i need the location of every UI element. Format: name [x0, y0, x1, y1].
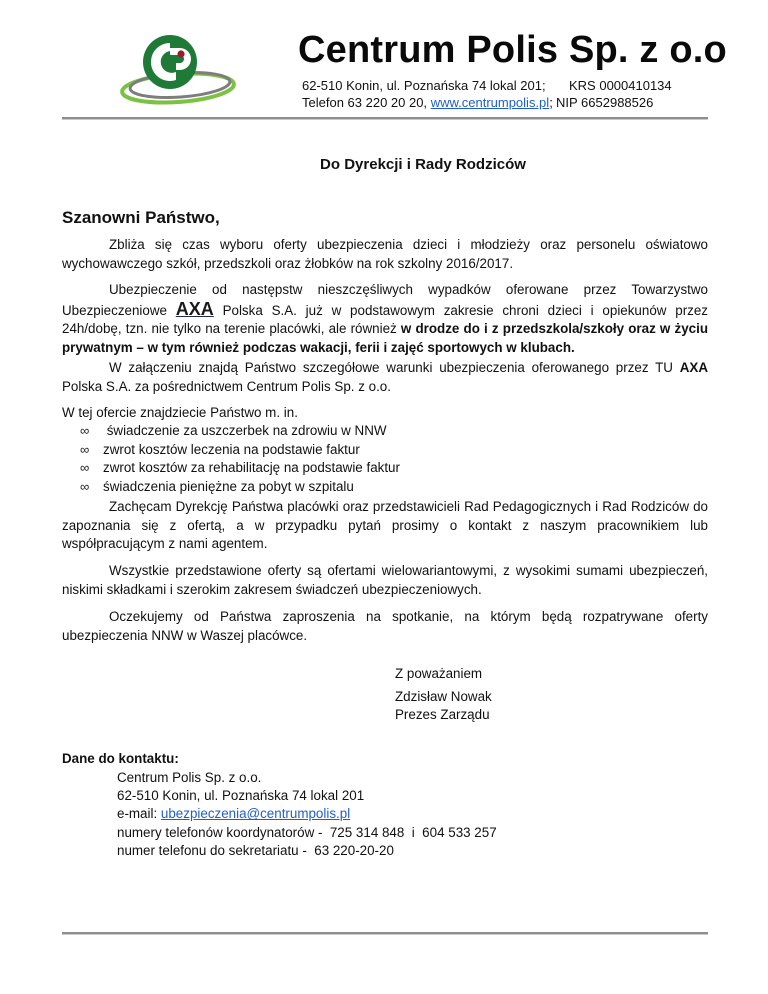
- cp-logo-icon: [118, 30, 250, 114]
- list-item-text: świadczenia pieniężne za pobyt w szpitalu: [103, 478, 354, 494]
- salutation: Szanowni Państwo,: [62, 208, 220, 227]
- infinity-bullet-icon: ∞: [80, 423, 90, 438]
- paragraph-coverage: [62, 281, 708, 357]
- paragraph-coverage-text-1: Ubezpieczenie od następstw nieszczęśliwych wypadków oferowane przez Towarzystwo Ubezpieczeniowe: [62, 282, 708, 318]
- company-name: Centrum Polis Sp. z o.o: [298, 29, 727, 71]
- contact-secretariat: numer telefonu do sekretariatu - 63 220-20-20: [117, 842, 394, 858]
- list-item-text: świadczenie za uszczerbek na zdrowiu w NNW: [103, 423, 387, 438]
- offer-list: [80, 422, 400, 496]
- company-phone-web: [302, 94, 553, 111]
- list-item-text: zwrot kosztów za rehabilitację na podstawie faktur: [103, 460, 400, 476]
- paragraph-encouragement: [62, 498, 708, 554]
- paragraph-attachment-text-2: Polska S.A. za pośrednictwem Centrum Polis Sp. z o.o.: [62, 378, 391, 394]
- header-divider: [62, 117, 708, 120]
- list-item: [80, 422, 400, 441]
- infinity-bullet-icon: ∞: [80, 441, 90, 457]
- contact-email-line: [117, 805, 497, 823]
- company-krs: KRS 0000410134: [569, 78, 672, 93]
- contact-address: 62-510 Konin, ul. Poznańska 74 lokal 201: [117, 788, 365, 804]
- paragraph-offers-text: Wszystkie przedstawione oferty są ofertami wielowariantowymi, z wysokimi sumami ubezpieczeń, niskimi składkami i szerokim zakresem świadczeń ubezpieczeniowych.: [62, 563, 708, 597]
- paragraph-intro: [62, 236, 708, 273]
- company-phone: Telefon 63 220 20 20,: [302, 95, 428, 110]
- axa-brand: AXA: [175, 298, 214, 319]
- axa-brand-bold: AXA: [679, 360, 708, 375]
- infinity-bullet-icon: ∞: [80, 478, 90, 494]
- signer-title: Prezes Zarządu: [395, 707, 490, 722]
- paragraph-attachment-text-1: W załączeniu znajdą Państwo szczegółowe warunki ubezpieczenia oferowanego przez TU: [109, 360, 680, 375]
- company-address: 62-510 Konin, ul. Poznańska 74 lokal 201;: [302, 78, 546, 93]
- signer-name: Zdzisław Nowak: [395, 689, 492, 704]
- contact-company: Centrum Polis Sp. z o.o.: [117, 770, 262, 785]
- paragraph-encouragement-text: Zachęcam Dyrekcję Państwa placówki oraz przedstawicieli Rad Pedagogicznych i Rad Rodziców do zapoznania się z ofertą, a w przypadku pytań prosimy o kontakt z naszym pracownikiem lub współpracującym z nami agentem.: [62, 499, 708, 552]
- paragraph-meeting-text: Oczekujemy od Państwa zaproszenia na spotkanie, na którym będą rozpatrywane oferty ubezpieczenia NNW w Waszej placówce.: [62, 609, 708, 643]
- addressee-text: Do Dyrekcji i Rady Rodziców: [320, 156, 526, 173]
- closing: Z poważaniem: [395, 666, 483, 681]
- website-link[interactable]: www.centrumpolis.pl: [430, 95, 550, 110]
- website-suffix: ;: [549, 95, 553, 110]
- paragraph-meeting: [62, 608, 708, 645]
- email-label: e-mail:: [117, 806, 161, 822]
- contact-details: [117, 769, 497, 860]
- company-nip: NIP 6652988526: [556, 95, 654, 110]
- list-item: [80, 441, 400, 460]
- paragraph-attachment: [62, 359, 708, 396]
- paragraph-offers: [62, 562, 708, 599]
- company-logo: [118, 30, 250, 114]
- paragraph-coverage-text-2: Polska S.A. już w podstawowym zakresie chroni dzieci i opiekunów przez 24h/dobę, tzn. nie tylko na terenie placówki, ale również: [62, 302, 708, 337]
- offer-intro: W tej ofercie znajdziecie Państwo m. in.: [62, 405, 298, 420]
- footer-divider: [62, 932, 708, 935]
- list-item: [80, 459, 400, 478]
- signature-block: [395, 688, 492, 724]
- email-link[interactable]: ubezpieczenia@centrumpolis.pl: [160, 806, 351, 822]
- paragraph-intro-text: Zbliża się czas wyboru oferty ubezpieczenia dzieci i młodzieży oraz personelu oświatowo wychowawczego szkół, przedszkoli oraz żłobków na rok szkolny 2016/2017.: [62, 237, 708, 271]
- contact-coordinators: numery telefonów koordynatorów - 725 314 848 i 604 533 257: [117, 824, 497, 840]
- paragraph-coverage-bold: w drodze do i z przedszkola/szkoły oraz w życiu prywatnym – w tym również podczas wakacji, ferii i zajęć sportowych w klubach.: [62, 321, 708, 355]
- list-item-text: zwrot kosztów leczenia na podstawie faktur: [103, 441, 360, 457]
- contact-title: Dane do kontaktu:: [62, 751, 179, 766]
- infinity-bullet-icon: ∞: [80, 460, 90, 476]
- addressee: [0, 156, 768, 173]
- list-item: [80, 478, 400, 497]
